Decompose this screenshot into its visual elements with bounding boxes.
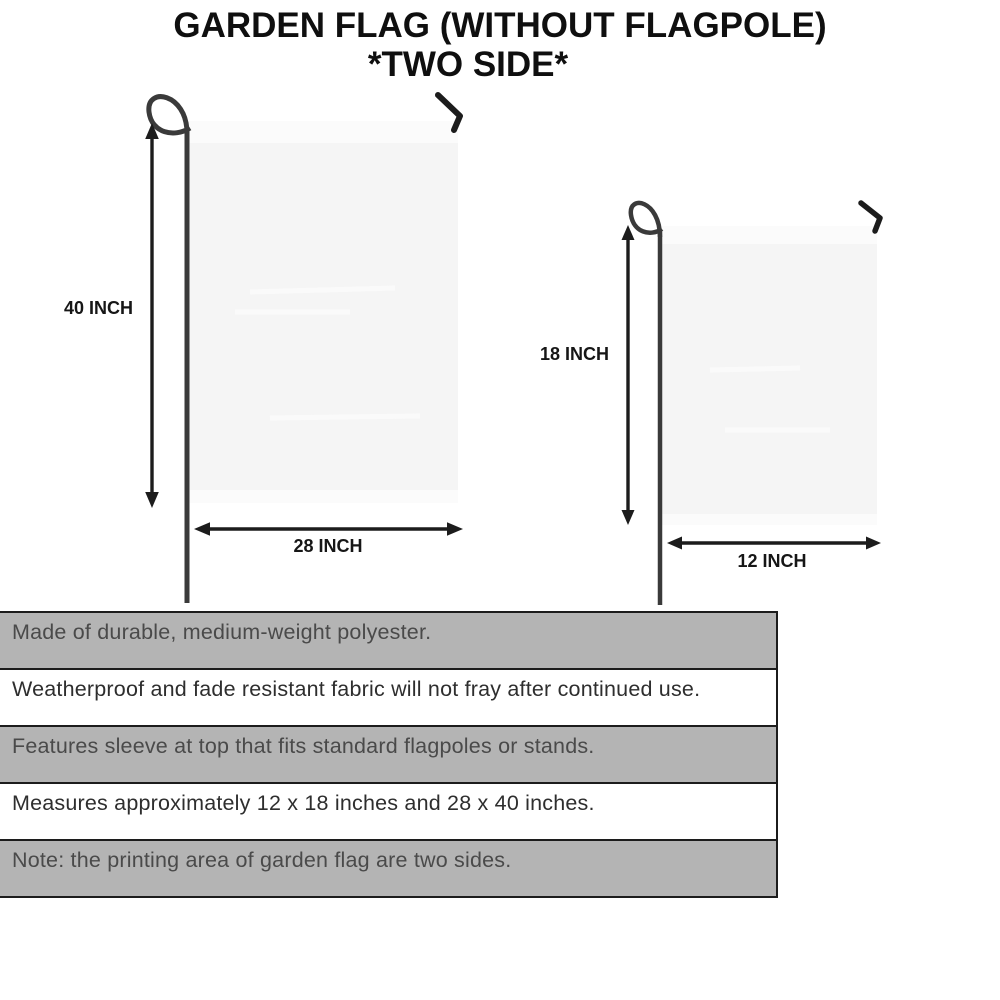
small-flag-bottom-hem [662,514,877,525]
small-flag-canvas [662,226,877,525]
feature-row [0,784,776,841]
large-height-label: 40 INCH [64,298,134,318]
feature-text: Measures approximately 12 x 18 inches and 28 x 40 inches. [12,791,595,815]
small-height-label: 18 INCH [540,344,610,364]
fabric-streak [270,416,420,418]
small-flag-pole-loop-icon [631,203,662,237]
small-flag-group [622,203,882,605]
page-title-line2: *TWO SIDE* [367,45,569,85]
small-width-arrow [667,537,881,550]
small-flag-sleeve [662,226,877,244]
feature-row [0,613,776,670]
features-table [0,611,778,898]
feature-text: Note: the printing area of garden flag are two sides. [12,848,512,872]
large-height-arrow [145,123,159,508]
feature-text: Features sleeve at top that fits standard flagpoles or stands. [12,734,595,758]
large-flag-bottom-hem [189,490,458,503]
feature-text: Made of durable, medium-weight polyester. [12,620,432,644]
feature-text: Weatherproof and fade resistant fabric will not fray after continued use. [12,677,701,701]
page-title-line1: GARDEN FLAG (WITHOUT FLAGPOLE) [173,6,827,45]
large-width-label: 28 INCH [293,536,363,556]
large-width-arrow [194,522,463,536]
large-flag-group [145,95,463,603]
large-flag-sleeve [189,121,458,143]
feature-row [0,841,776,896]
small-width-label: 12 INCH [737,551,807,571]
fabric-streak [710,368,800,370]
large-flag-pole-loop-icon [149,97,190,133]
feature-row [0,670,776,727]
small-height-arrow [622,225,635,525]
feature-row [0,727,776,784]
